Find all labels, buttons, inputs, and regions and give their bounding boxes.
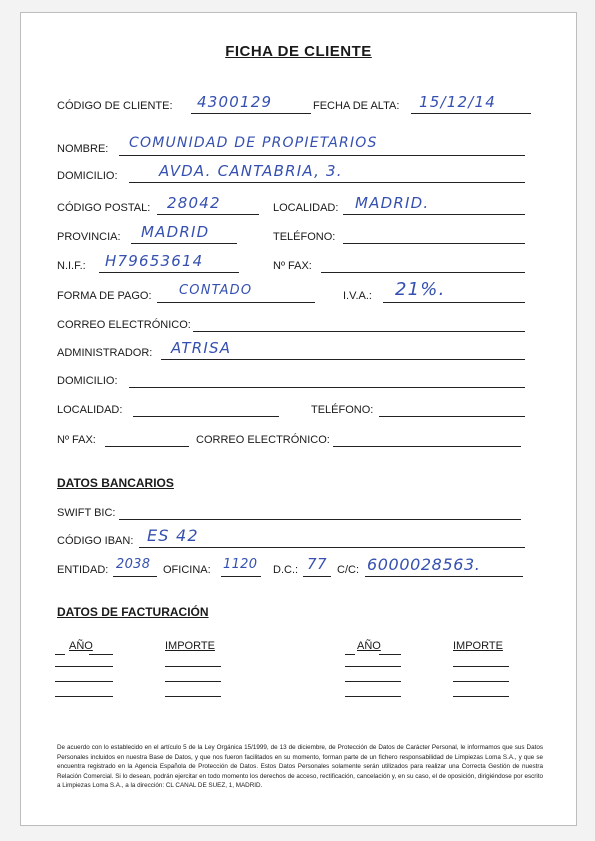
nombre-line [119, 155, 525, 156]
billing-ano-2-row-3[interactable] [345, 696, 401, 697]
domicilio-line [129, 182, 525, 183]
datos-facturacion-heading: DATOS DE FACTURACIÓN [57, 605, 209, 619]
adm-localidad-line [133, 416, 279, 417]
billing-importe-2-row-1[interactable] [453, 666, 509, 667]
adm-telefono-label: TELÉFONO: [311, 404, 374, 416]
administrador-line [161, 359, 525, 360]
dc-label: D.C.: [273, 564, 299, 576]
entidad-value[interactable]: 2038 [116, 557, 151, 572]
col-importe-2: IMPORTE [453, 640, 503, 652]
domicilio-value[interactable]: AVDA. CANTABRIA, 3. [159, 162, 343, 180]
codigo-postal-label: CÓDIGO POSTAL: [57, 202, 151, 214]
dc-value[interactable]: 77 [307, 555, 328, 573]
telefono-line [343, 243, 525, 244]
codigo-postal-value[interactable]: 28042 [167, 194, 221, 212]
adm-correo-line [333, 446, 521, 447]
codigo-cliente-line [191, 113, 311, 114]
col-ano-1-lead [55, 654, 65, 655]
col-ano-1-trail [89, 654, 113, 655]
administrador-label: ADMINISTRADOR: [57, 347, 153, 359]
col-ano-2: AÑO [357, 640, 381, 652]
adm-fax-line [105, 446, 189, 447]
provincia-label: PROVINCIA: [57, 231, 121, 243]
col-importe-1: IMPORTE [165, 640, 215, 652]
oficina-value[interactable]: 1120 [223, 557, 258, 572]
billing-importe-2-row-3[interactable] [453, 696, 509, 697]
swift-label: SWIFT BIC: [57, 507, 116, 519]
adm-fax-label: Nº FAX: [57, 434, 96, 446]
col-ano-1: AÑO [69, 640, 93, 652]
cc-line [365, 576, 523, 577]
billing-ano-2-row-1[interactable] [345, 666, 401, 667]
billing-ano-1-row-1[interactable] [55, 666, 113, 667]
entidad-line [113, 576, 157, 577]
legal-notice: De acuerdo con lo establecido en el artículo 5 de la Ley Orgánica 15/1999, de 13 de diciembre, de Protección de Datos de Carácter Personal, le informamos que sus Datos Personales incluidos en nuestra Base de Datos, y que nos fueron facilitados en su momento, forman parte de un fichero responsabilidad de Limpiezas Loma S.A., y que se encuentra registrado en la Agencia Española de Protección de Datos. Estos Datos Personales solamente serán utilizados para realizar una Correcta Gestión de nuestra Relación Comercial. Si lo desean, podrán ejercitar en todo momento los derechos de acceso, rectificación, cancelación y, en su caso, el de oposición, dirigiéndose por escrito a Limpiezas Loma S.A., a la dirección: CL CANAL DE SUEZ, 1, MADRID. [57, 744, 543, 790]
adm-domicilio-line [129, 387, 525, 388]
billing-ano-2-row-2[interactable] [345, 681, 401, 682]
billing-importe-1-row-1[interactable] [165, 666, 221, 667]
billing-ano-1-row-2[interactable] [55, 681, 113, 682]
adm-telefono-line [379, 416, 525, 417]
billing-importe-2-row-2[interactable] [453, 681, 509, 682]
fecha-alta-line [411, 113, 531, 114]
forma-pago-value[interactable]: CONTADO [179, 283, 253, 298]
swift-line [119, 519, 521, 520]
fecha-alta-label: FECHA DE ALTA: [313, 100, 400, 112]
fecha-alta-value[interactable]: 15/12/14 [419, 93, 496, 111]
adm-correo-label: CORREO ELECTRÓNICO: [196, 434, 330, 446]
billing-importe-1-row-3[interactable] [165, 696, 221, 697]
iban-value[interactable]: ES 42 [147, 526, 199, 545]
nif-line [99, 272, 239, 273]
iva-line [383, 302, 525, 303]
dc-line [303, 576, 331, 577]
oficina-label: OFICINA: [163, 564, 211, 576]
administrador-value[interactable]: ATRISA [171, 339, 232, 357]
codigo-cliente-label: CÓDIGO DE CLIENTE: [57, 100, 173, 112]
localidad-label: LOCALIDAD: [273, 202, 339, 214]
billing-importe-1-row-2[interactable] [165, 681, 221, 682]
iban-label: CÓDIGO IBAN: [57, 535, 134, 547]
telefono-label: TELÉFONO: [273, 231, 336, 243]
entidad-label: ENTIDAD: [57, 564, 109, 576]
correo-line [193, 331, 525, 332]
adm-domicilio-label: DOMICILIO: [57, 375, 118, 387]
cc-label: C/C: [337, 564, 359, 576]
localidad-line [343, 214, 525, 215]
fax-line [321, 272, 525, 273]
provincia-value[interactable]: MADRID [141, 223, 210, 241]
nombre-value[interactable]: COMUNIDAD DE PROPIETARIOS [129, 135, 378, 151]
domicilio-label: DOMICILIO: [57, 170, 118, 182]
cc-value[interactable]: 6000028563. [367, 555, 481, 574]
codigo-cliente-value[interactable]: 4300129 [197, 93, 273, 111]
iva-value[interactable]: 21%. [395, 279, 446, 300]
forma-pago-line [157, 302, 315, 303]
datos-bancarios-heading: DATOS BANCARIOS [57, 476, 174, 490]
iva-label: I.V.A.: [343, 290, 372, 302]
col-ano-2-trail [379, 654, 401, 655]
nif-value[interactable]: H79653614 [105, 252, 204, 270]
oficina-line [221, 576, 261, 577]
codigo-postal-line [157, 214, 259, 215]
col-ano-2-lead [345, 654, 355, 655]
form-title: FICHA DE CLIENTE [225, 43, 372, 60]
nif-label: N.I.F.: [57, 260, 86, 272]
client-form-sheet [20, 12, 577, 826]
correo-label: CORREO ELECTRÓNICO: [57, 319, 191, 331]
iban-line [139, 547, 525, 548]
billing-ano-1-row-3[interactable] [55, 696, 113, 697]
adm-localidad-label: LOCALIDAD: [57, 404, 123, 416]
localidad-value[interactable]: MADRID. [355, 194, 430, 212]
fax-label: Nº FAX: [273, 260, 312, 272]
nombre-label: NOMBRE: [57, 143, 109, 155]
forma-pago-label: FORMA DE PAGO: [57, 290, 152, 302]
provincia-line [131, 243, 237, 244]
